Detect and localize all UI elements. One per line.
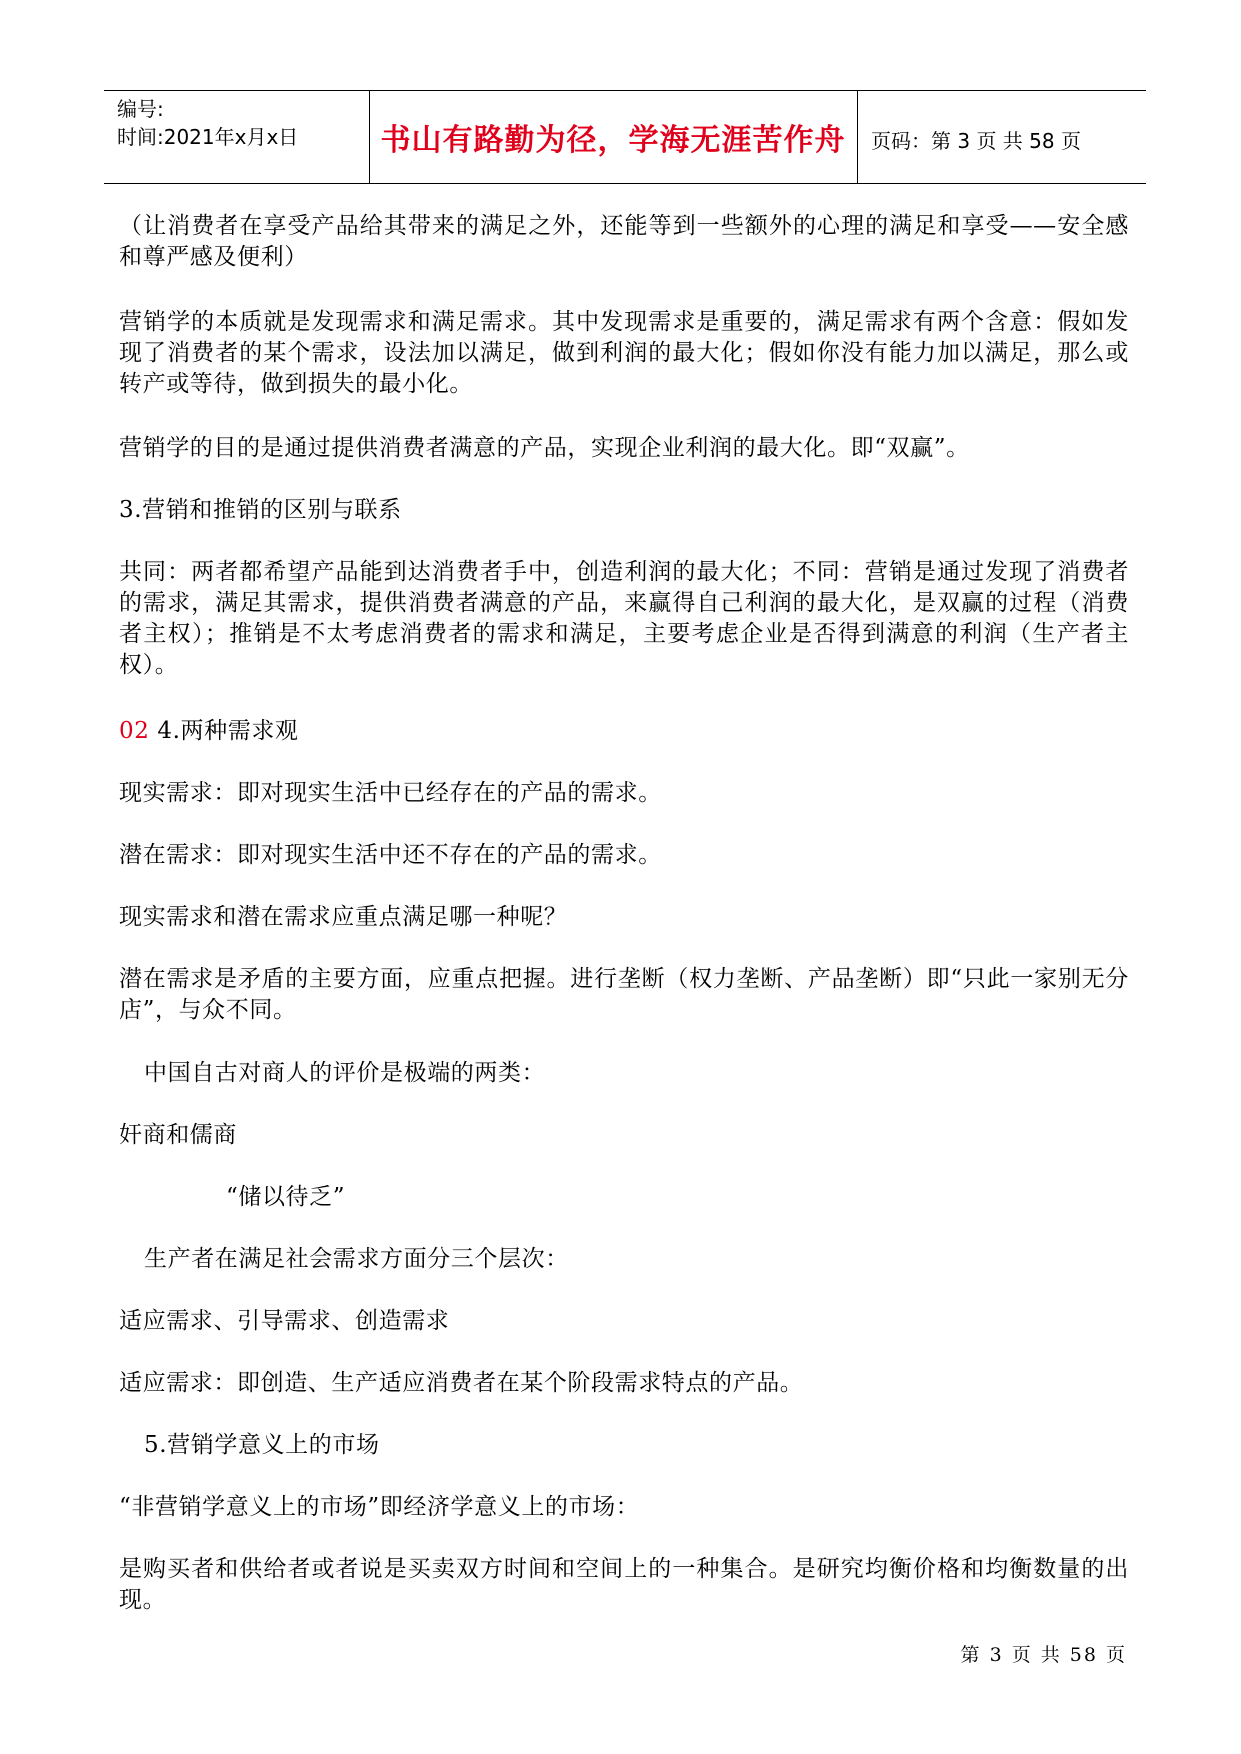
header-page-code: 页码：第 3 页 共 58 页 bbox=[871, 129, 1081, 153]
paragraph-2: 营销学的本质就是发现需求和满足需求。其中发现需求是重要的，满足需求有两个含意：假如发现了消费者的某个需求，设法加以满足，做到利润的最大化；假如你没有能力加以满足，那么或转产或等待，做到损失的最小化。 bbox=[119, 309, 1129, 397]
heading-3: 3.营销和推销的区别与联系 bbox=[119, 497, 402, 523]
paragraph-1: （让消费者在享受产品给其带来的满足之外，还能等到一些额外的心理的满足和享受——安全感和尊严感及便利） bbox=[119, 213, 1129, 270]
paragraph-7: 现实需求：即对现实生活中已经存在的产品的需求。 bbox=[119, 780, 662, 806]
header-bottom-border bbox=[104, 183, 1146, 184]
header-time-label: 时间:2021年x月x日 bbox=[117, 125, 299, 149]
header-divider-right bbox=[857, 90, 858, 183]
paragraph-16: 适应需求：即创造、生产适应消费者在某个阶段需求特点的产品。 bbox=[119, 1370, 804, 1396]
paragraph-14: 生产者在满足社会需求方面分三个层次： bbox=[144, 1246, 569, 1272]
heading-4-text: 4.两种需求观 bbox=[149, 718, 299, 744]
paragraph-19: 是购买者和供给者或者说是买卖双方时间和空间上的一种集合。是研究均衡价格和均衡数量的出现。 bbox=[119, 1556, 1129, 1613]
paragraph-9: 现实需求和潜在需求应重点满足哪一种呢？ bbox=[119, 904, 568, 930]
paragraph-8: 潜在需求：即对现实生活中还不存在的产品的需求。 bbox=[119, 842, 662, 868]
paragraph-10: 潜在需求是矛盾的主要方面，应重点把握。进行垄断（权力垄断、产品垄断）即“只此一家别无分店”，与众不同。 bbox=[119, 966, 1129, 1023]
header-number-label: 编号: bbox=[117, 97, 164, 121]
paragraph-5: 共同：两者都希望产品能到达消费者手中，创造利润的最大化；不同：营销是通过发现了消费者的需求，满足其需求，提供消费者满意的产品，来赢得自己利润的最大化，是双赢的过程（消费者主权）；推销是不太考虑消费者的需求和满足，主要考虑企业是否得到满意的利润（生产者主权）。 bbox=[119, 559, 1129, 678]
header-motto: 书山有路勤为径，学海无涯苦作舟 bbox=[380, 123, 846, 158]
section-marker: 02 bbox=[119, 718, 150, 744]
paragraph-18: “非营销学意义上的市场”即经济学意义上的市场： bbox=[119, 1494, 640, 1520]
heading-5: 5.营销学意义上的市场 bbox=[144, 1432, 380, 1458]
paragraph-3: 营销学的目的是通过提供消费者满意的产品，实现企业利润的最大化。即“双赢”。 bbox=[119, 435, 970, 461]
footer-page-info: 第 3 页 共 58 页 bbox=[960, 1644, 1127, 1666]
paragraph-12: 奸商和儒商 bbox=[119, 1122, 237, 1148]
header-top-border bbox=[104, 90, 1146, 91]
paragraph-15: 适应需求、引导需求、创造需求 bbox=[119, 1308, 450, 1334]
paragraph-11: 中国自古对商人的评价是极端的两类： bbox=[144, 1060, 546, 1086]
heading-4 bbox=[119, 716, 1129, 747]
paragraph-13: “储以待乏” bbox=[226, 1184, 346, 1210]
